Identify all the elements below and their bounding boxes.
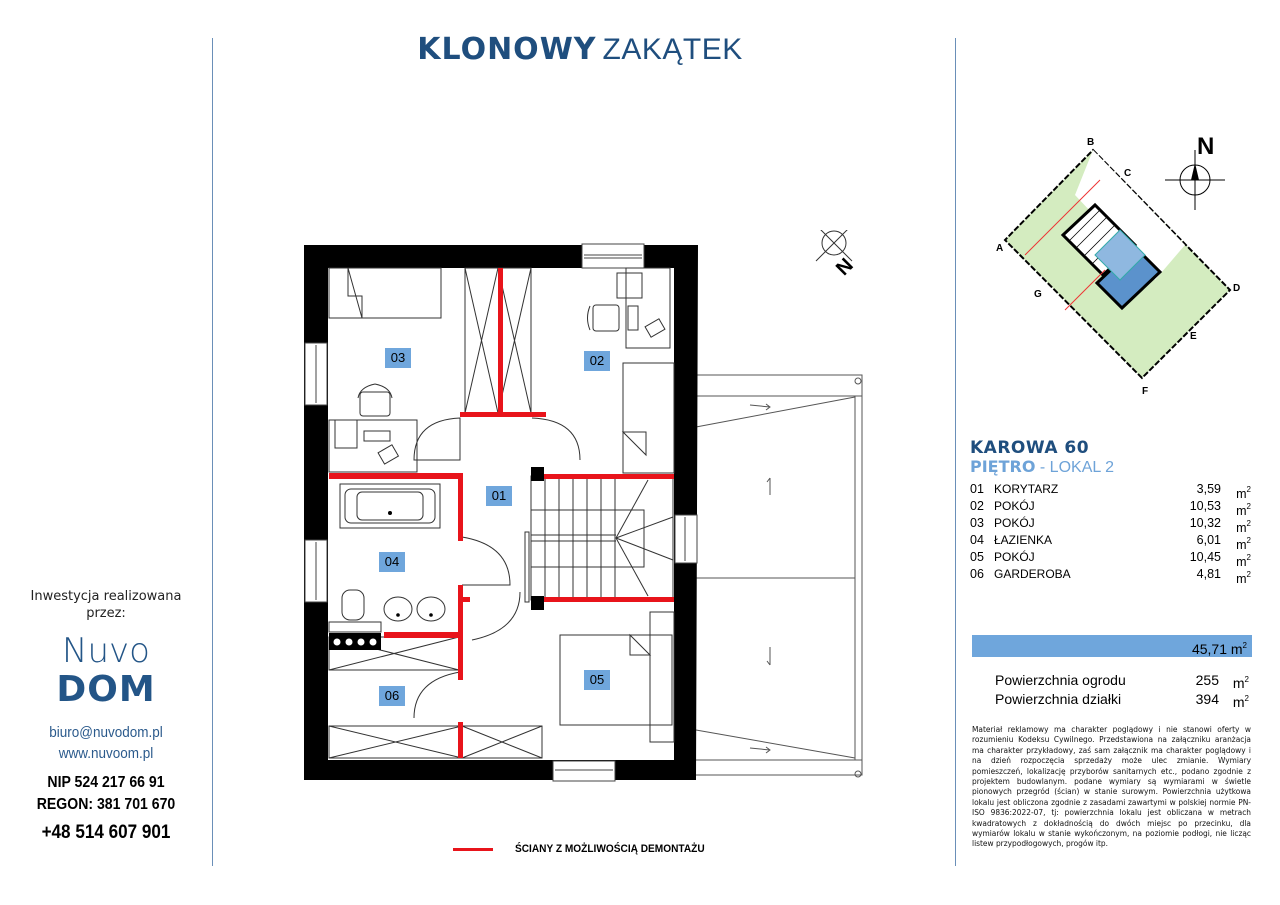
total-area-bar: 45,71 $m^2$ (972, 635, 1252, 657)
demolishable-walls (329, 268, 674, 758)
plan-north-letter: N (831, 254, 858, 281)
room-name: POKÓJ (994, 499, 1035, 513)
room-list (970, 481, 1255, 586)
room-unit: $m^2$ (1236, 570, 1251, 586)
room-unit: $m^2$ (1236, 502, 1251, 518)
room-no: 05 (970, 550, 984, 564)
room-label-05: 05 (589, 672, 605, 687)
garden-row: Powierzchnia ogrodu 255 $m^2$ (995, 672, 1249, 691)
room-row (970, 549, 1255, 569)
room-no: 04 (970, 533, 984, 547)
room-area: 3,59 (1196, 482, 1221, 496)
site-plan (985, 135, 1255, 405)
unit-address: KAROWA 60 (970, 438, 1090, 458)
company-ids (13, 772, 200, 816)
divider-right (955, 38, 956, 866)
room-area: 10,32 (1189, 516, 1221, 530)
terrace (690, 375, 862, 777)
garden-area: 255 (1195, 672, 1219, 688)
legend-red-line (453, 848, 493, 851)
room-row (970, 566, 1255, 586)
room-area: 10,45 (1189, 550, 1221, 564)
website-link[interactable]: www.nuvoom.pl (58, 745, 154, 762)
phone-number[interactable]: +48 514 607 901 (41, 822, 171, 843)
extra-areas (995, 672, 1253, 710)
room-label-03: 03 (390, 350, 406, 365)
site-corner-c: C (1124, 168, 1132, 179)
site-north-letter: N (1197, 133, 1215, 160)
room-area: 10,53 (1189, 499, 1221, 513)
nip-number: NIP 524 217 66 91 (47, 774, 165, 791)
room-name: GARDEROBA (994, 567, 1071, 581)
disclaimer: Materiał reklamowy ma charakter poglądowy i nie stanowi oferty w rozumieniu Kodeksu Cywilnego. Przedstawiona na załączniku aranżacja ma charakter przykładowy, zaś sam załącznik ma charakter poglądowy i na dzień rozpoczęcia sprzedaży może ulec zmianie. Wymiary pomieszczeń, lokalizację przyborów sanitarnych etc., podano zgodnie z projektem budowlanym. podane wymiary są wymiarami w świetle pionowych przegród (ścian) w stanie surowym. Powierzchnia użytkowa lokalu jest obliczona zgodnie z zasadami zawartymi w polskiej normie PN-ISO 9836:2022-07, tj: powierzchnia lokalu jest obliczana w metrach kwadratowych z dokładnością do dwóch miejsc po przecinku, dla wymiarów lokalu w stanie wykończonym, na poziomie podłogi, nie licząc listew przypodłogowych, progów itp. (972, 725, 1251, 849)
floor-plan (280, 230, 900, 790)
unit-floor (970, 457, 1255, 477)
room-row (970, 532, 1255, 552)
room-name: ŁAZIENKA (994, 533, 1053, 547)
total-area: 45,71 m (1191, 641, 1243, 657)
developer-intro: Inwestycja realizowana przez: (30, 589, 182, 621)
site-corner-e: E (1190, 331, 1197, 342)
room-unit: $m^2$ (1236, 553, 1251, 569)
room-label-04: 04 (384, 554, 400, 569)
garden-label: Powierzchnia ogrodu (995, 672, 1126, 688)
room-name: POKÓJ (994, 516, 1035, 530)
floor-bold: PIĘTRO (970, 457, 1036, 476)
room-area: 6,01 (1196, 533, 1221, 547)
title-bold: KLONOWY (417, 32, 597, 67)
site-corner-g: G (1034, 289, 1042, 300)
room-row (970, 498, 1255, 518)
room-label-01: 01 (491, 488, 507, 503)
site-corner-b: B (1087, 137, 1095, 148)
legend (453, 843, 721, 855)
regon-number: REGON: 381 701 670 (36, 796, 176, 813)
room-row (970, 515, 1255, 535)
floor-rest: - LOKAL 2 (1039, 459, 1115, 476)
email-link[interactable]: biuro@nuvodom.pl (49, 724, 163, 741)
room-name: POKÓJ (994, 550, 1035, 564)
title-light: ZAKĄTEK (602, 33, 743, 66)
site-corner-a: A (996, 243, 1004, 254)
room-no: 01 (970, 482, 984, 496)
page-title (380, 32, 780, 67)
divider-left (212, 38, 213, 866)
room-row (970, 481, 1255, 501)
developer-email (11, 722, 202, 764)
plot-label: Powierzchnia działki (995, 691, 1122, 707)
room-no: 06 (970, 567, 984, 581)
legend-label: ŚCIANY Z MOŻLIWOŚCIĄ DEMONTAŻU (515, 843, 705, 855)
room-no: 02 (970, 499, 984, 513)
room-no: 03 (970, 516, 984, 530)
plot-area: 394 (1195, 691, 1219, 707)
plot-row: Powierzchnia działki 394 $m^2$ (995, 691, 1249, 710)
room-unit: $m^2$ (1236, 485, 1251, 501)
room-unit: $m^2$ (1236, 536, 1251, 552)
unit-info (970, 438, 1255, 586)
room-area: 4,81 (1196, 567, 1221, 581)
brand-top: Nuvo (62, 631, 150, 671)
plan-compass (816, 230, 852, 261)
site-corner-f: F (1142, 386, 1149, 397)
room-label-06: 06 (384, 688, 400, 703)
site-corner-d: D (1233, 283, 1241, 294)
developer-info (0, 588, 212, 844)
room-labels (379, 348, 610, 706)
brand-bottom: DOM (56, 669, 156, 710)
room-name: KORYTARZ (994, 482, 1059, 496)
room-unit: $m^2$ (1236, 519, 1251, 535)
room-label-02: 02 (589, 353, 605, 368)
